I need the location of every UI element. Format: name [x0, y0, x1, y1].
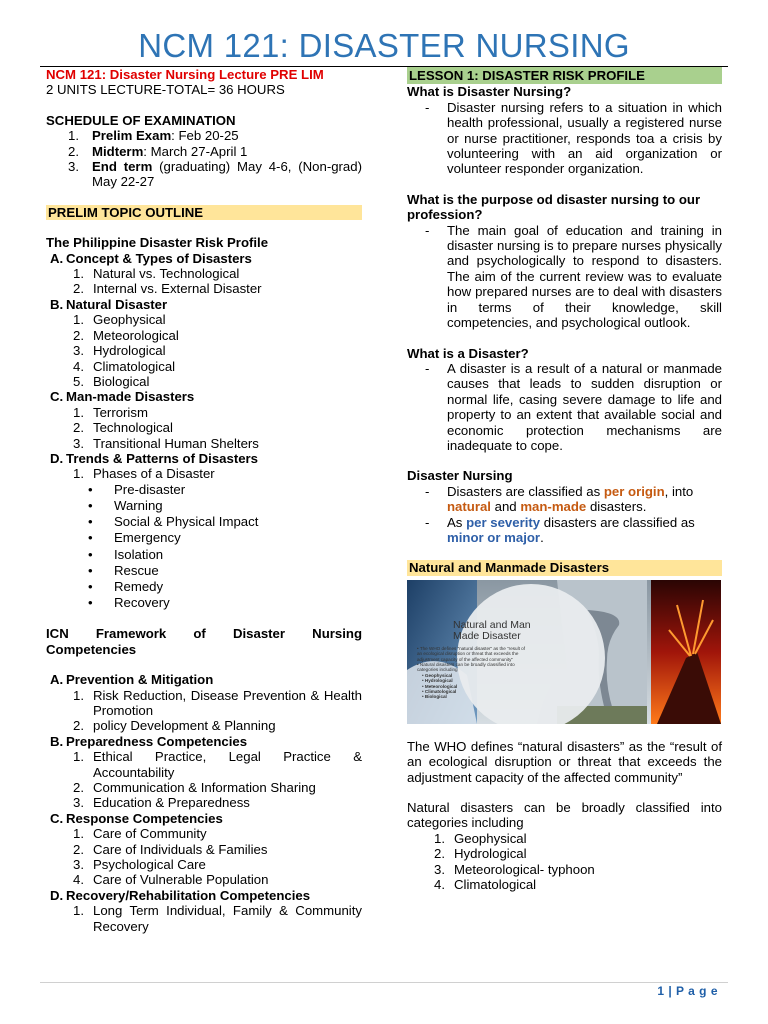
- item-text: Biological: [93, 373, 150, 389]
- answer-2: - The main goal of education and training in disaster nursing is to prepare nurses physically and psychologically to respond to disasters. The aim of the current review was to evaluate how prepared nurses are to deal with disasters in terms of their knowledge, skill competencies, and psychological outlook.: [425, 222, 722, 331]
- item-text: Transitional Human Shelters: [93, 435, 259, 451]
- course-line: NCM 121: Disaster Nursing Lecture PRE LIM: [46, 67, 324, 82]
- schedule-heading: SCHEDULE OF EXAMINATION: [46, 112, 236, 128]
- page-separator: |: [664, 984, 677, 998]
- category-item: [407, 862, 722, 877]
- classification-severity: - As per severity disasters are classified as minor or major.: [425, 514, 695, 545]
- item-text: Psychological Care: [93, 857, 206, 873]
- topic-item: [46, 436, 362, 451]
- section-title: Recovery/Rehabilitation Competencies: [66, 887, 311, 903]
- competency-sections: [46, 672, 362, 934]
- item-number: 2.: [73, 420, 84, 436]
- bullet-icon: •: [88, 595, 93, 611]
- image-bullet-2: • Natural disasters can be broadly classified into categories including: [417, 662, 515, 673]
- profile-heading: The Philippine Disaster Risk Profile: [46, 235, 269, 251]
- item-number: 1.: [73, 903, 84, 919]
- phase-item: [46, 579, 362, 595]
- schedule-item: 2. Midterm: March 27-April 1: [68, 143, 248, 159]
- item-text: Care of Community: [93, 826, 207, 842]
- bullet-icon: •: [88, 481, 93, 497]
- category-item: [407, 831, 722, 846]
- image-sub-item: • Climatological: [422, 689, 457, 695]
- image-sub-list: [417, 673, 527, 700]
- item-number: 4.: [73, 358, 84, 374]
- item-number: 3.: [73, 857, 84, 873]
- phase-text: Emergency: [114, 530, 181, 546]
- competency-item: [46, 688, 362, 719]
- section-title: Natural Disaster: [66, 296, 168, 312]
- competency-item: [46, 903, 362, 934]
- topic-sections: [46, 251, 362, 482]
- answer-3: - A disaster is a result of a natural or manmade causes that leads to sudden disruption or normal life, casing severe damage to life and property to an extent that available social and economic protection mechanisms are inadequate to cope.: [425, 360, 722, 453]
- item-number: 1.: [73, 266, 84, 282]
- page-word: P a g e: [676, 984, 718, 998]
- topic-item: [46, 281, 362, 296]
- item-text: Internal vs. External Disaster: [93, 281, 262, 297]
- item-text: Geophysical: [454, 830, 527, 846]
- item-number: 2.: [73, 718, 84, 734]
- units-line: 2 UNITS LECTURE-TOTAL= 36 HOURS: [46, 82, 285, 98]
- section-heading: [46, 734, 362, 749]
- section-title: Man-made Disasters: [66, 389, 195, 405]
- item-text: Communication & Information Sharing: [93, 780, 316, 796]
- item-number: 2.: [73, 841, 84, 857]
- topic-item: [46, 328, 362, 343]
- section-letter: D.: [50, 887, 64, 903]
- competency-item: [46, 826, 362, 841]
- bullet-icon: •: [88, 514, 93, 530]
- item-text: Natural vs. Technological: [93, 266, 240, 282]
- section-title: Response Competencies: [66, 810, 223, 826]
- item-text: Climatological: [454, 877, 537, 893]
- section-letter: B.: [50, 733, 64, 749]
- phase-text: Social & Physical Impact: [114, 514, 259, 530]
- image-sub-item: • Meteorological: [422, 683, 458, 689]
- bullet-icon: •: [88, 578, 93, 594]
- image-sub-item: • Biological: [422, 694, 447, 700]
- competency-item: [46, 872, 362, 887]
- section-heading: [46, 389, 362, 404]
- image-title-line1: Natural and Man: [453, 618, 531, 631]
- competency-item: [46, 718, 362, 733]
- image-sub-item: • Hydrological: [422, 678, 453, 684]
- phase-text: Remedy: [114, 578, 164, 594]
- disaster-nursing-heading: Disaster Nursing: [407, 468, 513, 484]
- competency-item: [46, 842, 362, 857]
- question-2: What is the purpose od disaster nursing to our profession?: [407, 191, 701, 223]
- item-number: 4.: [434, 877, 445, 893]
- item-text: Climatological: [93, 358, 176, 374]
- phase-text: Rescue: [114, 562, 159, 578]
- page-footer: [657, 984, 718, 998]
- classified-text: Natural disasters can be broadly classified into categories including: [407, 800, 722, 831]
- section-title: Concept & Types of Disasters: [66, 250, 252, 266]
- bullet-icon: •: [88, 562, 93, 578]
- answer-1: - Disaster nursing refers to a situation in which health professional, usually a registered nurse or nurse practitioner, responds toa a crisis by volunteering with an aid organization or volunteer responder organization.: [425, 99, 722, 177]
- item-number: 3.: [73, 795, 84, 811]
- right-column: [407, 67, 722, 892]
- item-number: 1.: [434, 830, 445, 846]
- item-text: Care of Individuals & Families: [93, 841, 268, 857]
- section-letter: D.: [50, 450, 64, 466]
- item-number: 5.: [73, 373, 84, 389]
- item-number: 1.: [73, 404, 84, 420]
- item-text: policy Development & Planning: [93, 718, 276, 734]
- item-text: Care of Vulnerable Population: [93, 872, 269, 888]
- item-number: 1.: [73, 312, 84, 328]
- who-definition: The WHO defines “natural disasters” as the “result of an ecological disruption or threat that exceeds the adjustment capacity of the affected community”: [407, 738, 722, 785]
- item-text: Hydrological: [454, 846, 527, 862]
- competency-item: [46, 857, 362, 872]
- section-letter: C.: [50, 389, 64, 405]
- competency-item: [46, 795, 362, 810]
- competency-item: [46, 780, 362, 795]
- section-letter: B.: [50, 296, 64, 312]
- topic-item: [46, 466, 362, 481]
- item-text: Ethical Practice, Legal Practice & Accountability: [93, 749, 362, 780]
- item-number: 2.: [434, 846, 445, 862]
- topic-item: [46, 266, 362, 281]
- left-column: [46, 67, 362, 934]
- item-number: 2.: [73, 780, 84, 796]
- phase-item: [46, 595, 362, 611]
- phase-item: [46, 498, 362, 514]
- section-title: Preparedness Competencies: [66, 733, 248, 749]
- item-text: Terrorism: [93, 404, 148, 420]
- section-title: Trends & Patterns of Disasters: [66, 450, 259, 466]
- topic-item: [46, 420, 362, 435]
- phase-text: Warning: [114, 497, 163, 513]
- outline-heading: PRELIM TOPIC OUTLINE: [46, 205, 362, 220]
- category-list: [407, 831, 722, 893]
- section-letter: A.: [50, 250, 64, 266]
- phase-item: [46, 563, 362, 579]
- item-text: Phases of a Disaster: [93, 466, 215, 482]
- bullet-icon: •: [88, 497, 93, 513]
- item-text: Hydrological: [93, 343, 166, 359]
- item-text: Meteorological- typhoon: [454, 861, 595, 877]
- bullet-icon: •: [88, 546, 93, 562]
- phase-item: [46, 514, 362, 530]
- image-sub-item: • Geophysical: [422, 672, 453, 678]
- item-number: 1.: [73, 466, 84, 482]
- phase-text: Recovery: [114, 595, 170, 611]
- item-number: 3.: [73, 343, 84, 359]
- page-title: NCM 121: DISASTER NURSING: [138, 27, 630, 64]
- lesson-heading: LESSON 1: DISASTER RISK PROFILE: [407, 67, 722, 84]
- competency-item: [46, 749, 362, 780]
- item-text: Long Term Individual, Family & Community Recovery: [93, 903, 362, 934]
- phase-item: [46, 482, 362, 498]
- section-title: Prevention & Mitigation: [66, 672, 214, 688]
- icn-heading: ICN Framework of Disaster Nursing Competencies: [46, 626, 362, 657]
- topic-item: [46, 405, 362, 420]
- item-number: 2.: [73, 281, 84, 297]
- page-number: 1: [657, 984, 665, 998]
- question-3: What is a Disaster?: [407, 345, 529, 361]
- footer-rule: [40, 982, 728, 983]
- topic-item: [46, 359, 362, 374]
- section-heading: [46, 251, 362, 266]
- topic-item: [46, 312, 362, 327]
- item-number: 3.: [73, 435, 84, 451]
- schedule-item: 3. End term (graduating) May 4-6, (Non-grad) May 22-27: [68, 159, 362, 190]
- phases-list: [46, 482, 362, 612]
- section-letter: C.: [50, 810, 64, 826]
- item-text: Technological: [93, 420, 173, 436]
- phase-text: Isolation: [114, 546, 164, 562]
- image-bullet-1: • The WHO defines “natural disaster” as the “result of an ecological disruption or threat that exceeds the adjustment capacity of the affected community”: [417, 645, 525, 662]
- schedule-item: 1. Prelim Exam: Feb 20-25: [68, 128, 239, 144]
- section-heading: [46, 451, 362, 466]
- classification-origin: - Disasters are classified as per origin, into natural and man-made disasters.: [425, 483, 694, 515]
- category-item: [407, 877, 722, 892]
- section-heading: [46, 672, 362, 687]
- phase-item: [46, 547, 362, 563]
- item-text: Education & Preparedness: [93, 795, 250, 811]
- section-heading: [46, 888, 362, 903]
- phase-item: [46, 530, 362, 546]
- item-number: 1.: [73, 687, 84, 703]
- disaster-illustration: [407, 580, 721, 724]
- question-1: What is Disaster Nursing?: [407, 84, 572, 100]
- image-title-line2: Made Disaster: [453, 629, 521, 642]
- bullet-icon: •: [88, 530, 93, 546]
- item-number: 3.: [434, 861, 445, 877]
- topic-item: [46, 374, 362, 389]
- item-number: 2.: [73, 327, 84, 343]
- topic-item: [46, 343, 362, 358]
- item-number: 1.: [73, 749, 84, 765]
- item-number: 4.: [73, 872, 84, 888]
- item-text: Geophysical: [93, 312, 166, 328]
- natural-manmade-heading: Natural and Manmade Disasters: [407, 560, 722, 575]
- category-item: [407, 846, 722, 861]
- item-text: Risk Reduction, Disease Prevention & Health Promotion: [93, 687, 362, 718]
- item-text: Meteorological: [93, 327, 179, 343]
- item-number: 1.: [73, 826, 84, 842]
- section-letter: A.: [50, 672, 64, 688]
- section-heading: [46, 811, 362, 826]
- phase-text: Pre-disaster: [114, 481, 186, 497]
- section-heading: [46, 297, 362, 312]
